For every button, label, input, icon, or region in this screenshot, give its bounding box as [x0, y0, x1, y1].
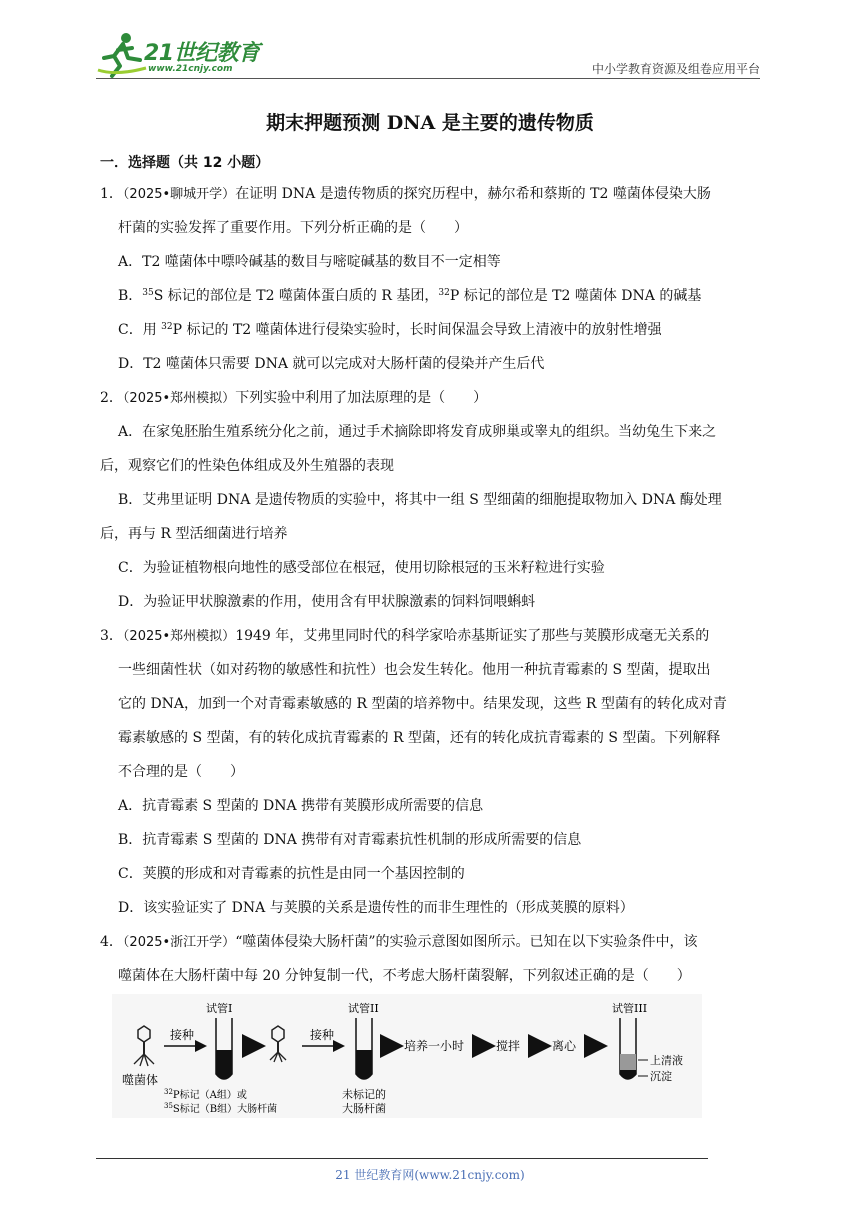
isotope-superscript: 35: [142, 288, 154, 298]
question-text: 1949 年，艾弗里同时代的科学家哈赤基斯证实了那些与荚膜形成毫无关系的: [235, 628, 710, 644]
svg-text:35S标记（B组）大肠杆菌: [164, 1102, 277, 1115]
phage-icon: [134, 1026, 154, 1066]
page-title: 期末押题预测 DNA 是主要的遗传物质: [266, 112, 594, 134]
question-number: 1．: [100, 186, 123, 202]
header-divider: [96, 78, 760, 79]
question-3-line-5: 不合理的是（ ）: [118, 764, 244, 780]
question-number: 3．: [100, 628, 123, 644]
question-4-line-2: 噬菌体在大肠杆菌中每 20 分钟复制一代，不考虑大肠杆菌裂解，下列叙述正确的是（ ）: [118, 968, 691, 984]
site-logo[interactable]: [96, 30, 266, 80]
question-number: 4．: [100, 934, 123, 950]
inoculate-label-2: 接种: [310, 1028, 335, 1042]
question-source: （2025•聊城开学）: [122, 187, 236, 202]
option-1d[interactable]: D．T2 噬菌体只需要 DNA 就可以完成对大肠杆菌的侵染并产生后代: [118, 356, 545, 372]
question-4-line-1: [100, 932, 698, 953]
section-heading: 一．选择题（共 12 小题）: [100, 155, 270, 171]
isotope-superscript: 32: [161, 322, 173, 332]
tube-1-label: 试管I: [206, 1002, 233, 1015]
option-2a-line-1[interactable]: A．在家兔胚胎生殖系统分化之前，通过手术摘除即将发育成卵巢或睾丸的组织。当幼兔生下来之: [118, 424, 717, 440]
logo-url: www.21cnjy.com: [148, 64, 233, 74]
option-1c[interactable]: [118, 320, 662, 340]
tube-1-caption-line-1: P标记（A组）或: [172, 1090, 247, 1101]
option-text: S 标记的部位是 T2 噬菌体蛋白质的 R 基团，: [153, 288, 439, 304]
tube-2-caption-line-2: 大肠杆菌: [342, 1102, 386, 1115]
option-2c[interactable]: C．为验证植物根向地性的感受部位在根冠，使用切除根冠的玉米籽粒进行实验: [118, 560, 605, 576]
phage-label: 噬菌体: [122, 1073, 159, 1087]
question-source: （2025•郑州模拟）: [122, 391, 236, 406]
isotope-superscript: 35: [164, 1102, 173, 1110]
question-text: 在证明 DNA 是遗传物质的探究历程中，赫尔希和蔡斯的 T2 噬菌体侵染大肠: [235, 186, 711, 202]
option-2b-line-2[interactable]: 后，再与 R 型活细菌进行培养: [100, 526, 288, 542]
option-3a[interactable]: A．抗青霉素 S 型菌的 DNA 携带有荚膜形成所需要的信息: [118, 798, 484, 814]
question-source: （2025•浙江开学）: [122, 935, 236, 950]
option-3c[interactable]: C．荚膜的形成和对青霉素的抗性是由同一个基因控制的: [118, 866, 465, 882]
logo-text: 21世纪教育: [144, 41, 260, 66]
option-text: P 标记的部位是 T2 噬菌体 DNA 的碱基: [449, 288, 702, 304]
question-1-line-1: [100, 184, 711, 205]
step-stir: 搅拌: [496, 1039, 521, 1053]
platform-name: 中小学教育资源及组卷应用平台: [591, 62, 760, 76]
question-number: 2．: [100, 390, 123, 406]
tube-2-label: 试管II: [348, 1002, 379, 1015]
option-1b[interactable]: [118, 286, 701, 306]
question-3-line-2: 一些细菌性状（如对药物的敏感性和抗性）也会发生转化。他用一种抗青霉素的 S 型菌，提取出: [118, 662, 711, 678]
svg-text:32P标记（A组）或: [164, 1088, 247, 1101]
option-text: P 标记的 T2 噬菌体进行侵染实验时，长时间保温会导致上清液中的放射性增强: [172, 322, 662, 338]
isotope-superscript: 32: [164, 1088, 173, 1096]
option-2b-line-1[interactable]: B．艾弗里证明 DNA 是遗传物质的实验中，将其中一组 S 型细菌的细胞提取物加入 DNA 酶处理: [118, 492, 722, 508]
question-3-line-4: 霉素敏感的 S 型菌，有的转化成抗青霉素的 R 型菌，还有的转化成抗青霉素的 S 型菌。下列解释: [118, 730, 721, 746]
test-tube-icon: [356, 1018, 372, 1079]
phage-icon: [270, 1026, 286, 1062]
question-3-line-1: [100, 626, 709, 647]
sediment-label: 沉淀: [650, 1070, 672, 1083]
option-label: B．: [118, 288, 143, 304]
test-tube-icon: [216, 1018, 232, 1079]
option-2a-line-2[interactable]: 后，观察它们的性染色体组成及外生殖器的表现: [100, 458, 394, 474]
option-3d[interactable]: D．该实验证实了 DNA 与荚膜的关系是遗传性的而非生理性的（形成荚膜的原料）: [118, 900, 634, 916]
experiment-diagram: [112, 994, 702, 1118]
tube-3-label: 试管III: [612, 1002, 648, 1015]
isotope-superscript: 32: [438, 288, 450, 298]
tube-1-caption-line-2: S标记（B组）大肠杆菌: [172, 1104, 278, 1115]
step-culture: 培养一小时: [404, 1039, 465, 1053]
runner-icon: [96, 30, 148, 80]
option-text: C．用: [118, 322, 162, 338]
question-1-line-2: 杆菌的实验发挥了重要作用。下列分析正确的是（ ）: [118, 220, 468, 236]
test-tube-icon: [620, 1018, 636, 1079]
question-source: （2025•郑州模拟）: [122, 629, 236, 644]
supernatant-label: 上清液: [650, 1054, 683, 1067]
option-1a[interactable]: A．T2 噬菌体中嘌呤碱基的数目与嘧啶碱基的数目不一定相等: [118, 254, 501, 270]
question-3-line-3: 它的 DNA，加到一个对青霉素敏感的 R 型菌的培养物中。结果发现，这些 R 型菌有的转化成对青: [118, 696, 727, 712]
question-text: 下列实验中利用了加法原理的是（ ）: [235, 390, 488, 406]
question-2-line-1: [100, 388, 487, 409]
option-3b[interactable]: B．抗青霉素 S 型菌的 DNA 携带有对青霉素抗性机制的形成所需要的信息: [118, 832, 582, 848]
inoculate-label-1: 接种: [170, 1028, 195, 1042]
question-text: “噬菌体侵染大肠杆菌”的实验示意图如图所示。已知在以下实验条件中，该: [235, 934, 698, 950]
page-header: [96, 30, 760, 80]
option-2d[interactable]: D．为验证甲状腺激素的作用，使用含有甲状腺激素的饲料饲喂蝌蚪: [118, 594, 536, 610]
tube-2-caption-line-1: 未标记的: [342, 1088, 386, 1101]
step-centrifuge: 离心: [552, 1039, 577, 1053]
footer-link[interactable]: 21 世纪教育网(www.21cnjy.com): [335, 1168, 525, 1182]
footer-divider: [96, 1158, 708, 1159]
